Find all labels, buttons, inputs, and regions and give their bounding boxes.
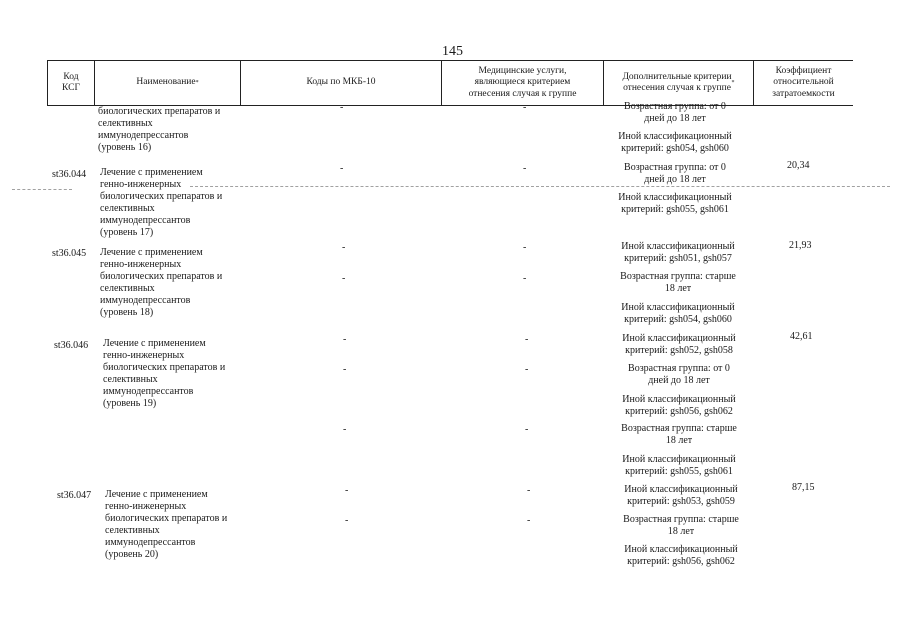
- services-dash: -: [523, 102, 527, 113]
- mkb-dash: -: [342, 273, 346, 284]
- row-name: Лечение с применением генно-инженерных биологических препаратов и селективных иммунодепрессантов (уровень 20): [105, 489, 228, 560]
- mkb-dash: -: [343, 424, 347, 435]
- header-name-label: Наименование: [136, 77, 196, 88]
- criteria-item: Иной классификационный критерий: gsh055, gsh061: [618, 192, 732, 215]
- header-criteria: [604, 61, 753, 105]
- criteria-item: Иной классификационный критерий: gsh056, gsh062: [624, 544, 738, 567]
- services-dash: -: [523, 273, 527, 284]
- criteria-item: Возрастная группа: старше 18 лет: [620, 271, 736, 294]
- criteria-item: Возрастная группа: старше 18 лет: [623, 514, 739, 537]
- services-dash: -: [523, 163, 527, 174]
- services-dash: -: [525, 364, 529, 375]
- scan-artifact: [190, 186, 890, 188]
- services-dash: -: [527, 485, 531, 496]
- mkb-dash: -: [342, 242, 346, 253]
- criteria-item: Иной классификационный критерий: gsh054, gsh060: [621, 302, 735, 325]
- row-code: st36.046: [54, 340, 89, 351]
- services-dash: -: [523, 242, 527, 253]
- row-coef: 87,15: [792, 482, 815, 493]
- row-code: st36.044: [52, 169, 87, 180]
- criteria-item: Возрастная группа: от 0 дней до 18 лет: [624, 101, 726, 124]
- header-services: Медицинские услуги, являющиеся критерием отнесения случая к группе: [468, 65, 577, 99]
- header-name-footnote-mark: *: [195, 80, 199, 86]
- header-name: [95, 61, 240, 105]
- criteria-item: Возрастная группа: от 0 дней до 18 лет: [628, 363, 730, 386]
- mkb-dash: -: [340, 163, 344, 174]
- mkb-dash: -: [343, 364, 347, 375]
- header-criteria-label: Дополнительные критерии отнесения случая к группе: [622, 71, 732, 93]
- criteria-item: Иной классификационный критерий: gsh053, gsh059: [624, 484, 738, 507]
- scan-artifact: [12, 189, 72, 191]
- header-mkb: Коды по МКБ-10: [306, 77, 376, 88]
- mkb-dash: -: [345, 485, 349, 496]
- mkb-dash: -: [345, 515, 349, 526]
- row-name: Лечение с применением генно-инженерных биологических препаратов и селективных иммунодепрессантов (уровень 19): [103, 338, 226, 409]
- criteria-item: Иной классификационный критерий: gsh056, gsh062: [622, 394, 736, 417]
- page-number: 145: [442, 44, 463, 59]
- header-coef: Коэффициент относительной затратоемкости: [772, 65, 835, 99]
- criteria-item: Иной классификационный критерий: gsh055, gsh061: [622, 454, 736, 477]
- services-dash: -: [525, 334, 529, 345]
- criteria-item: Иной классификационный критерий: gsh052, gsh058: [622, 333, 736, 356]
- header-code: Код КСГ: [62, 71, 80, 93]
- services-dash: -: [527, 515, 531, 526]
- mkb-dash: -: [343, 334, 347, 345]
- row-name: Лечение с применением генно-инженерных биологических препаратов и селективных иммунодепрессантов (уровень 17): [100, 167, 223, 238]
- row-code: st36.045: [52, 248, 87, 259]
- row-name: биологических препаратов и селективных иммунодепрессантов (уровень 16): [98, 106, 221, 153]
- services-dash: -: [525, 424, 529, 435]
- row-name: Лечение с применением генно-инженерных биологических препаратов и селективных иммунодепрессантов (уровень 18): [100, 247, 223, 318]
- criteria-item: Иной классификационный критерий: gsh054, gsh060: [618, 131, 732, 154]
- row-code: st36.047: [57, 490, 92, 501]
- row-coef: 20,34: [787, 160, 810, 171]
- criteria-item: Возрастная группа: старше 18 лет: [621, 423, 737, 446]
- mkb-dash: -: [340, 102, 344, 113]
- header-criteria-footnote-mark: *: [731, 80, 735, 86]
- row-coef: 42,61: [790, 331, 813, 342]
- criteria-item: Возрастная группа: от 0 дней до 18 лет: [624, 162, 726, 185]
- criteria-item: Иной классификационный критерий: gsh051, gsh057: [621, 241, 735, 264]
- row-coef: 21,93: [789, 240, 812, 251]
